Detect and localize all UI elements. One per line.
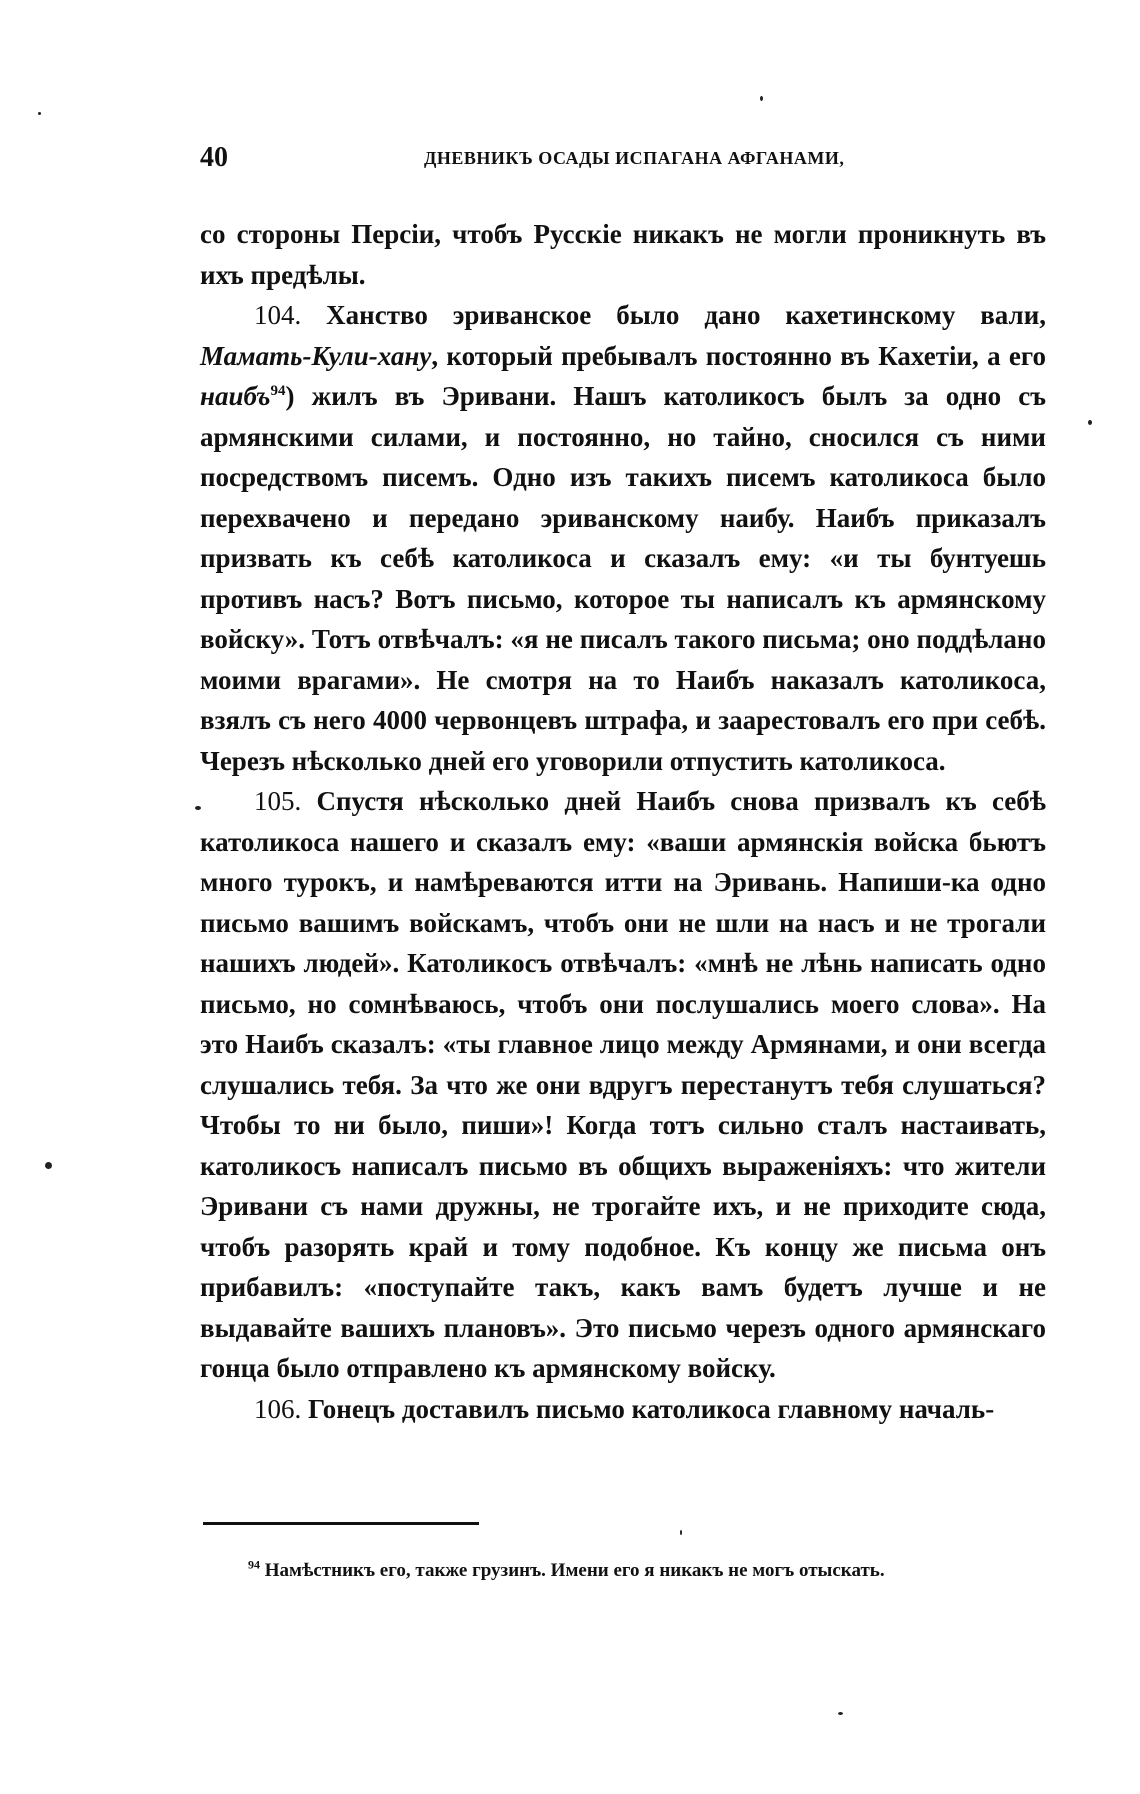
page-number: 40 [200,142,228,173]
paragraph-text: Ханство эриванское было дано кахетинскому вали, [301,300,1046,330]
running-title: ДНЕВНИКЪ ОСАДЫ ИСПАГАНА АФГАНАМИ, [424,148,845,168]
scan-speck [680,1530,682,1535]
footnote-reference: 94 [270,383,286,399]
page-header [200,142,1046,186]
paragraph-text: Гонецъ доставилъ письмо католикоса главному началь- [301,1393,995,1424]
paragraph-text: Спустя нѣсколько дней Наибъ снова призвалъ къ себѣ католикоса нашего и сказалъ ему: «ваши армянскія войска бьютъ много турокъ, и намѣреваются итти на Эривань. Напиши-ка одно письмо вашимъ войскамъ, чтобъ они не шли на насъ и не трогали нашихъ людей». Католикосъ отвѣчалъ: «мнѣ не лѣнь написать одно письмо, но сомнѣваюсь, чтобъ они послушались моего слова». На это Наибъ сказалъ: «ты главное лицо между Армянами, и они всегда слушались тебя. За что же они вдругъ перестанутъ тебя слушаться? Чтобы то ни было, пиши»! Когда тотъ сильно сталъ настаивать, католикосъ написалъ письмо въ общихъ выраженіяхъ: что жители Эривани съ нами дружны, не трогайте ихъ, и не приходите сюда, чтобъ разорять край и тому подобное. Къ концу же письма онъ прибавилъ: «поступайте такъ, какъ вамъ будетъ лучше и не выдавайте вашихъ плановъ». Это письмо черезъ одного армянскаго гонца было отправлено къ армянскому войску. [200,786,1046,1383]
scan-speck [760,96,763,101]
scan-speck [45,1162,52,1169]
scan-speck [195,806,201,810]
paragraph-continuation [200,214,1046,295]
italic-term: наибъ [200,381,271,411]
paragraph-number: 105. [254,786,302,816]
footnote-divider [203,1522,479,1525]
footnote [200,1556,1046,1586]
scan-speck [38,112,41,115]
paragraph-text: ) жилъ въ Эривани. Нашъ католикосъ былъ за одно съ армянскими силами, и постоянно, но тайно, сносился съ ними посредствомъ писемъ. Одно изъ такихъ писемъ католикоса было перехвачено и передано эриванскому наибу. Наибъ приказалъ призвать къ себѣ католикоса и сказалъ ему: «и ты бунтуешь противъ насъ? Вотъ письмо, которое ты написалъ къ армянскому войску». Тотъ отвѣчалъ: «я не писалъ такого письма; оно поддѣлано моими врагами». Не смотря на то Наибъ наказалъ католикоса, взялъ съ него 4000 червонцевъ штрафа, и заарестовалъ его при себѣ. Черезъ нѣсколько дней его уговорили отпустить католикоса. [200,381,1046,776]
paragraph-number: 106. [254,1393,302,1424]
paragraph-text: , который пребывалъ постоянно въ Кахетіи, а его [431,340,1046,371]
main-text [200,214,1046,1429]
footnote-text: Намѣстникъ его, также грузинъ. Имени его я никакъ не могъ отыскать. [260,1560,885,1581]
paragraph-106 [200,1389,1046,1430]
paragraph-105 [200,781,1046,1389]
italic-name: Мамать-Кули-хану [200,340,432,371]
scan-speck [838,1712,843,1715]
scan-speck [1088,420,1092,425]
paragraph-number: 104. [254,300,302,330]
paragraph-104 [200,295,1046,781]
footnote-marker: 94 [248,1557,260,1572]
paragraph-text: со стороны Персіи, чтобъ Русскіе никакъ не могли проникнуть въ ихъ предѣлы. [200,219,1046,290]
